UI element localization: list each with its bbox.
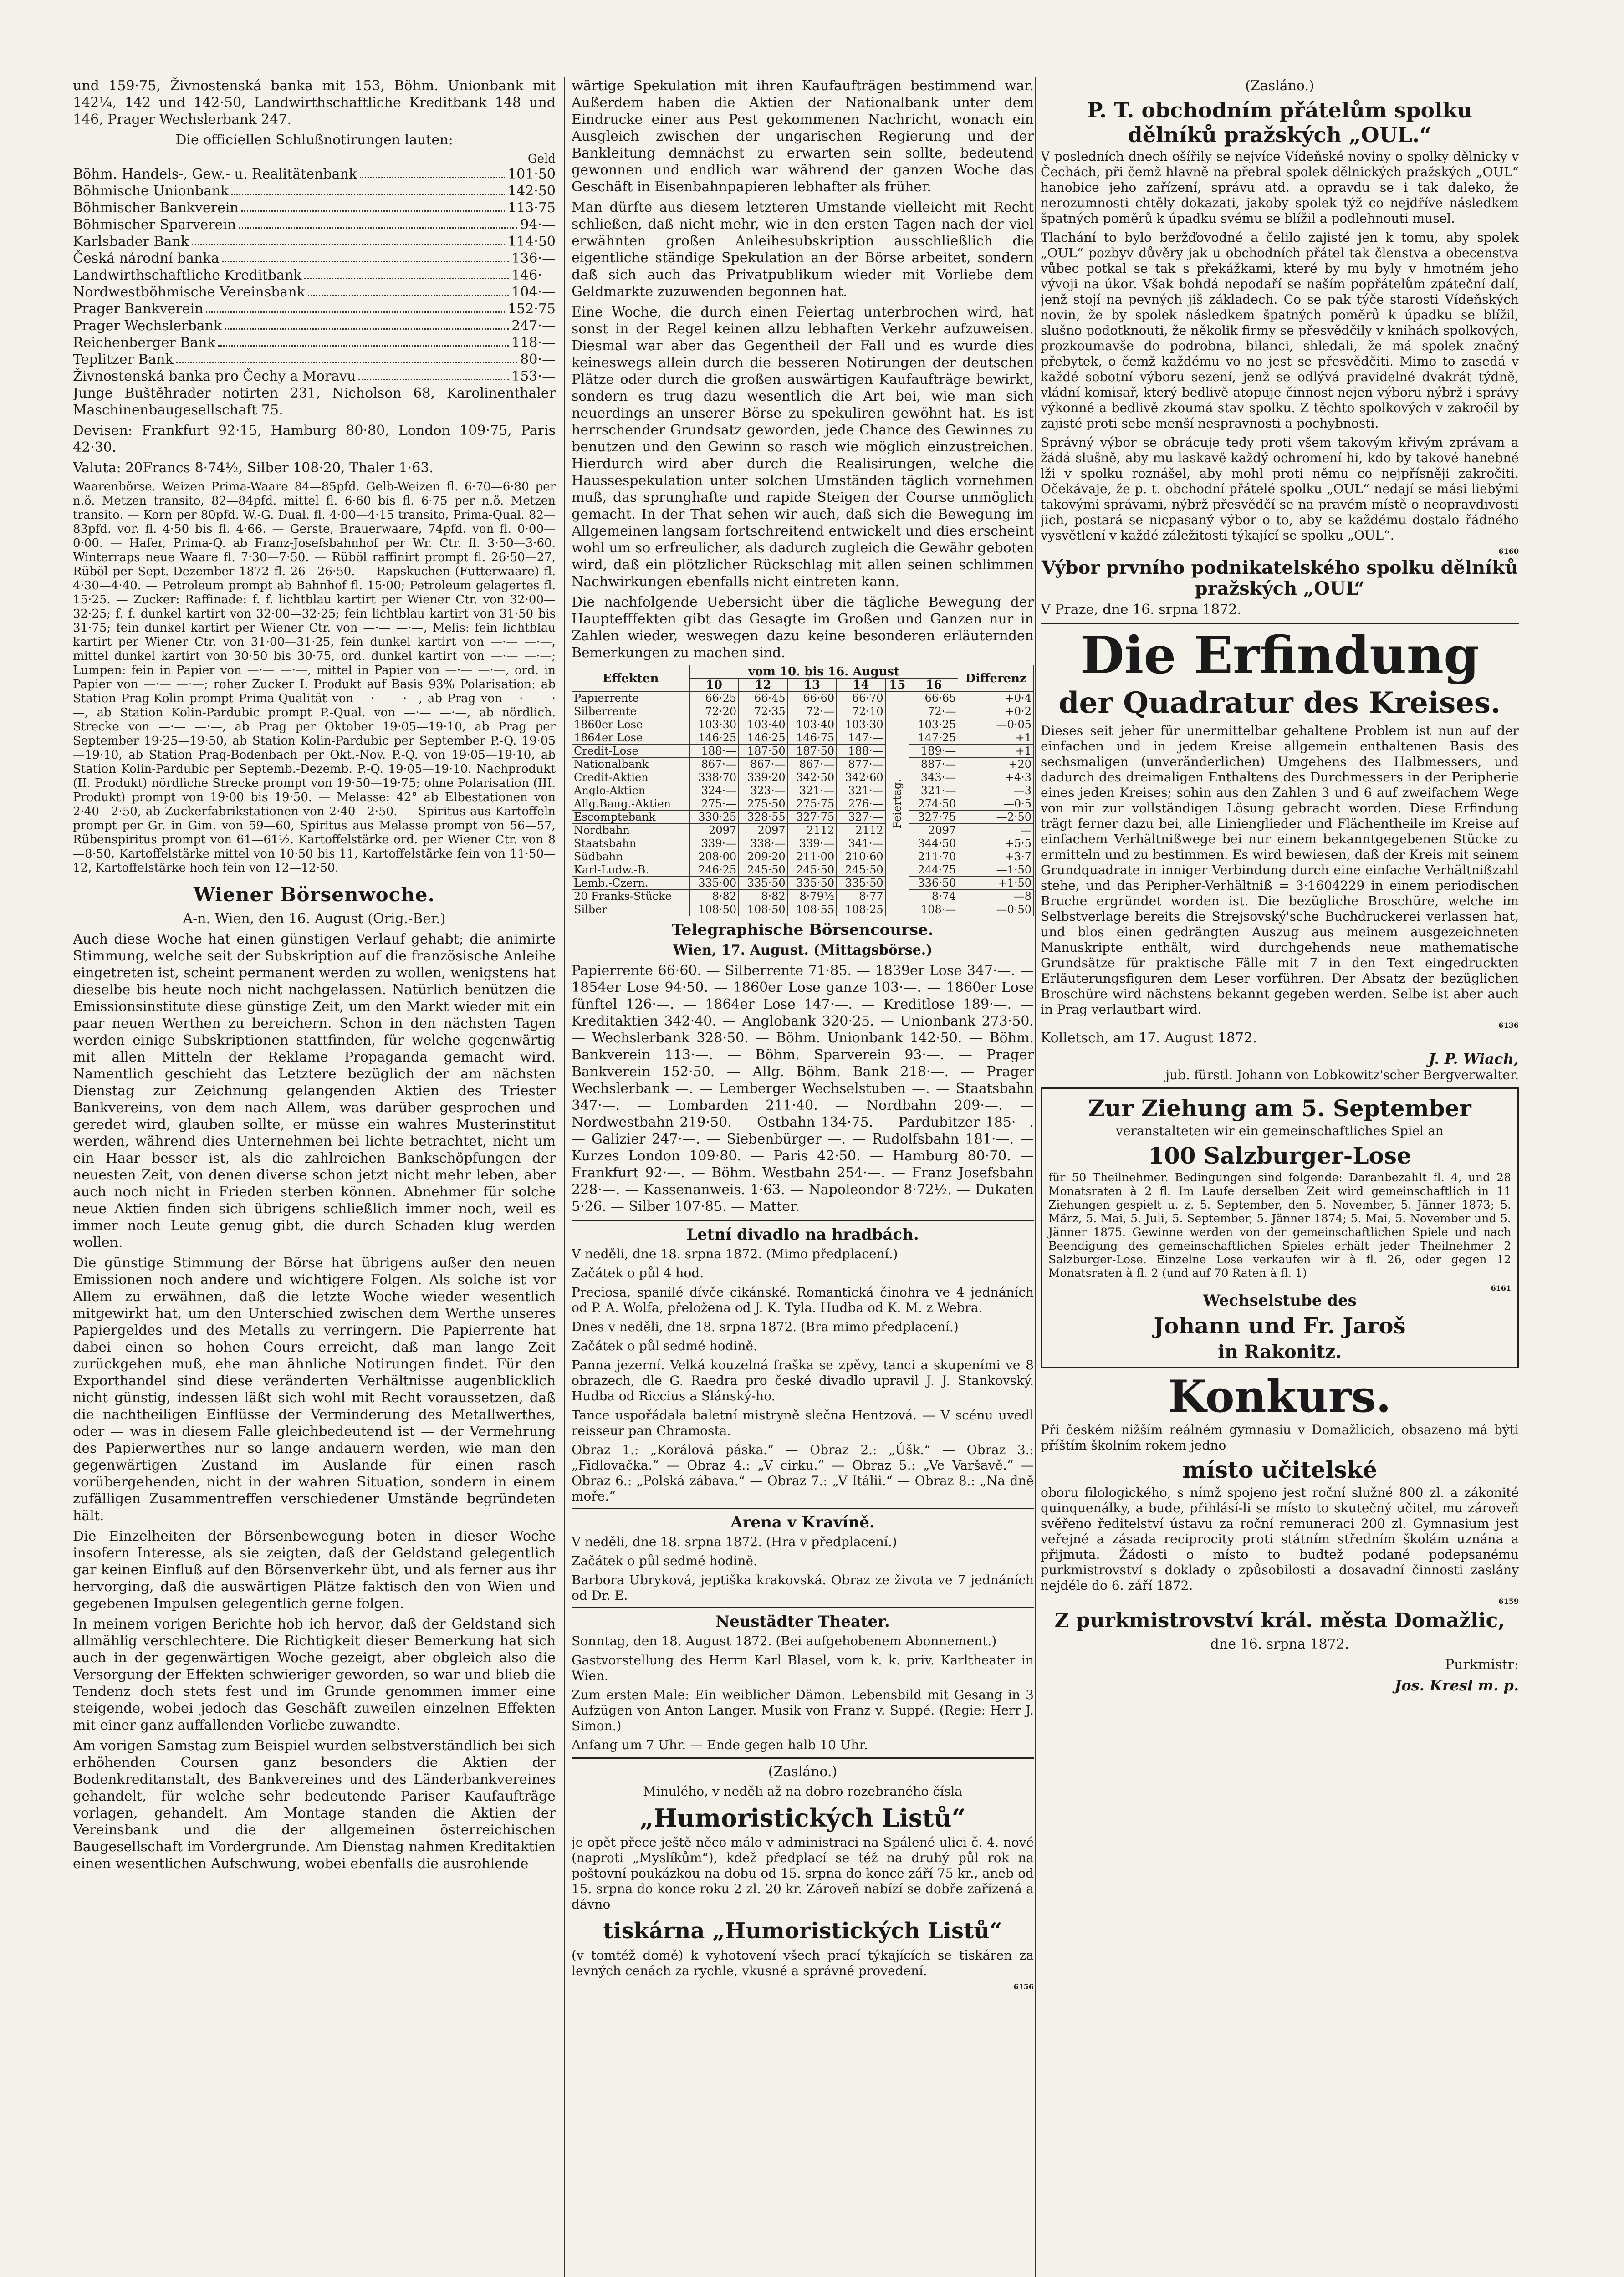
table-row [572, 692, 1034, 705]
table-cell: 66·60 [787, 692, 836, 705]
table-cell: 276·— [837, 797, 885, 811]
ziehung-subtitle: veranstalteten wir ein gemeinschaftliches Spiel an [1116, 1123, 1444, 1138]
diff-cell: +1 [958, 731, 1034, 745]
diff-cell: +0·4 [958, 692, 1034, 705]
official-quotes-heading: Die officiellen Schlußnotirungen lauten: [175, 132, 453, 148]
table-cell: 103·30 [689, 718, 738, 731]
table-day-header: 14 [837, 679, 885, 692]
table-row [572, 850, 1034, 863]
table-cell: 211·00 [787, 850, 836, 863]
quote-row [73, 233, 556, 250]
zaslano-label: (Zasláno.) [1245, 78, 1314, 94]
table-cell: 321·— [787, 784, 836, 797]
table-day-header: 15 [885, 679, 909, 692]
table-cell: 327·— [837, 811, 885, 824]
leader-dots [360, 166, 505, 178]
column-divider [1035, 77, 1036, 2277]
diff-cell: —2·50 [958, 811, 1034, 824]
rakonitz: in Rakonitz. [1217, 1341, 1342, 1363]
table-cell: 323·— [739, 784, 787, 797]
diff-cell: +4·3 [958, 771, 1034, 784]
quote-name: Böhmischer Bankverein [73, 200, 239, 216]
ziehung-ad [1041, 1087, 1519, 1368]
table-cell: 188·— [689, 745, 738, 758]
leader-dots [206, 301, 505, 313]
diff-cell: —0·5 [958, 797, 1034, 811]
column-divider [564, 77, 565, 2277]
quote-row [73, 284, 556, 301]
table-cell: 147·— [837, 731, 885, 745]
table-cell: 66·45 [739, 692, 787, 705]
security-name: Karl-Ludw.-B. [572, 863, 690, 877]
security-name: Credit-Lose [572, 745, 690, 758]
table-row [572, 877, 1034, 890]
table-cell: 66·70 [837, 692, 885, 705]
paragraph: wärtige Spekulation mit ihren Kaufaufträgen bestimmend war. Außerdem haben die Aktien der Nationalbank unter dem Eindrucke einer aus Pest gekommenen Nachricht, wonach ein Ausgleich zwischen der ungarischen Regierung und der Bankleitung demnächst zu erwarten sein sollte, bedeutend gewonnen und endlich war während der ganzen Woche das Geschäft in Eisenbahnpapieren lebhafter als früher. [572, 78, 1034, 195]
quote-row [73, 317, 556, 334]
table-cell: 103·30 [837, 718, 885, 731]
quote-value: 94·— [520, 217, 556, 233]
quote-name: Böhmischer Sparverein [73, 217, 236, 233]
quote-name: Karlsbader Bank [73, 234, 189, 250]
table-cell: 72·— [787, 705, 836, 718]
security-name: Staatsbahn [572, 837, 690, 850]
junge-note: Junge Buštěhrader notirten 231, Nicholson 68, Karolinenthaler Maschinenbaugesellschaft 75. [73, 385, 556, 418]
pt-body [1041, 149, 1519, 543]
quote-name: Reichenberger Bank [73, 335, 215, 351]
ziehung-body: für 50 Theilnehmer. Bedingungen sind folgende: Daranbezahlt fl. 4, und 28 Monatsraten à 2 fl. Im Laufe derselben Zeit wird gemeinschaftlich in 11 Ziehungen gespielt u. z. 5. September, den 5. November, 5. Jänner 1873; 5. März, 5. Mai, 5. Juli, 5. September, 5. Jänner 1874; 5. Mai, 5. November und 5. Jänner 1875. Gewinne werden von der gemeinschaftlichen Spiele und nach Beendigung des gemeinschaftlichen Spieles erhält jeder Theilnehmer 2 Salzburger-Lose. Einzelne Lose verkaufen wir à fl. 26, oder gegen 12 Monatsraten à fl. 2 (und auf 70 Raten à fl. 1) [1048, 1171, 1511, 1280]
quote-row [73, 267, 556, 284]
table-cell: 187·50 [787, 745, 836, 758]
security-name: Nordbahn [572, 824, 690, 837]
table-cell: 108·50 [739, 903, 787, 916]
table-cell: 342·50 [787, 771, 836, 784]
paragraph: V neděli, dne 18. srpna 1872. (Hra v předplacení.) [572, 1534, 897, 1549]
article-headline: Wiener Börsenwoche. [193, 883, 435, 906]
table-cell: 245·50 [787, 863, 836, 877]
paragraph: Gastvorstellung des Herrn Karl Blasel, vom k. k. priv. Karltheater in Wien. [572, 1653, 1034, 1683]
table-cell: 324·— [689, 784, 738, 797]
paragraph: Sonntag, den 18. August 1872. (Bei aufgehobenem Abonnement.) [572, 1634, 997, 1649]
diff-cell: +0·2 [958, 705, 1034, 718]
quote-row [73, 183, 556, 199]
quote-value: 114·50 [508, 234, 556, 250]
stock-movement-table [572, 665, 1034, 916]
table-cell: 867·— [689, 758, 738, 771]
ziehung-title: Zur Ziehung am 5. September [1088, 1095, 1471, 1122]
quote-row [73, 166, 556, 183]
theatre-2-body [572, 1534, 1034, 1603]
leader-dots [304, 267, 509, 279]
purk-date: dne 16. srpna 1872. [1210, 1636, 1349, 1652]
table-cell: 8·79½ [787, 890, 836, 903]
table-cell: 867·— [787, 758, 836, 771]
table-cell: 66·25 [689, 692, 738, 705]
table-row [572, 863, 1034, 877]
tiskarna-body: (v tomtéž domě) k vyhotovení všech prací týkajících se tiskáren za levných cenách za rychle, vkusné a správné provedení. [572, 1948, 1034, 1978]
security-name: Anglo-Aktien [572, 784, 690, 797]
zaslano-intro: Minulého, v neděli až na dobro rozebraného čísla [643, 1784, 962, 1799]
table-cell: 246·25 [689, 863, 738, 877]
table-header-effekten: Effekten [572, 665, 690, 692]
paragraph: Am vorigen Samstag zum Beispiel wurden selbstverständlich bei sich erhöhenden Coursen ganz besonders die Aktien der Bodenkreditanstalt, des Bankvereines und des Länderbankvereines gehandelt, für welche sehr bedeutende Pariser Kaufaufträge vorlagen, gehandelt. Am Montage standen die Aktien der Vereinsbank und die der allgemeinen österreichischen Baugesellschaft im Vordergrunde. Am Dienstag nahmen Kreditaktien einen wesentlichen Aufschwung, wobei ebenfalls die ausrohlende [73, 1738, 556, 1872]
table-row [572, 758, 1034, 771]
table-cell: 887·— [909, 758, 958, 771]
security-name: Silber [572, 903, 690, 916]
paragraph: Man dürfte aus diesem letzteren Umstande vielleicht mit Recht schließen, daß nicht mehr, wie in den ersten Tagen nach der viel erwähnten großen Anleihesubskription ausschließlich die eigentliche ständige Spekulation an der Börse arbeitet, sondern daß sich auch das Privatpublikum wieder mit Vorliebe dem Geldmarkte zuzuwenden begonnen hat. [572, 199, 1034, 300]
paragraph: Správný výbor se obrácuje tedy proti všem takovým křivým zprávam a žádá slušně, aby mu laskavě každý ochromení hi, kdo by takové hanebné lži v spolku roznášel, aby mohl proti němu co nejpřísněji zakročiti. Očekávaje, že p. t. obchodní přátelé spolku „OUL“ nedají se mási liebými takovými správami, nýbrž přesvědčí se na pravém místě o neopravdivosti jich, postará se nicpasaný výbor o to, aby se každému dostalo řádného vysvětlení v každé záležitosti týkající se spolku „OUL“. [1041, 435, 1519, 543]
quadratur-title: der Quadratur des Kreises. [1058, 686, 1501, 720]
pt-title: P. T. obchodním přátelům spolku dělníků pražských „OUL.“ [1087, 98, 1472, 147]
leader-dots [176, 351, 518, 363]
table-cell: 327·75 [787, 811, 836, 824]
table-cell: 275·50 [739, 797, 787, 811]
konkurs-body: oboru filologického, s nímž spojeno jest roční služné 800 zl. a zákonité quinquenálky, a bude, přihlásí-li se místo to skutečný učitel, mu zároveň svěřeno ředitelství ústavu za roční remuneraci 200 zl. Gymnasium jest veřejné a zásada reciprocity proti státním středním školám uznána a přijmuta. Žádosti o místo to budtež podané podepsanému purkmistrovství s doklady o způsobilosti a dosavadní činnosti zaslány nejdéle do 6. září 1872. [1041, 1485, 1519, 1593]
paragraph: Obraz 1.: „Korálová páska.“ — Obraz 2.: „Úšk.“ — Obraz 3.: „Fidlovačka.“ — Obraz 4.: „V cirku.“ — Obraz 5.: „Ve Varšavě.“ — Obraz 6.: „Polská zábava.“ — Obraz 7.: „V Itálii.“ — Obraz 8.: „Na dně moře.“ [572, 1442, 1034, 1504]
security-name: Lemb.-Czern. [572, 877, 690, 890]
vybor-signature: Výbor prvního podnikatelského spolku dělníků pražských „OUL“ [1041, 557, 1518, 599]
diff-cell: +5·5 [958, 837, 1034, 850]
humor-body: je opět přece ještě něco málo v administraci na Spálené ulici č. 4. nové (naproti „Myslíkům“), kdež předplací se též na druhý půl rok na poštovní poukázkou na dobu od 15. srpna do konce září 75 kr., aneb od 15. srpna do konce roku 2 zl. 20 kr. Zároveň nabízí se dobře zařízená a dávno [572, 1835, 1034, 1912]
table-cell: 339·— [787, 837, 836, 850]
table-cell: 341·— [837, 837, 885, 850]
table-cell: 8·82 [689, 890, 738, 903]
table-day-header: 12 [739, 679, 787, 692]
purk-signature: Jos. Kresl m. p. [1394, 1677, 1519, 1694]
column-1 [73, 77, 556, 2277]
table-row [572, 903, 1034, 916]
table-cell: 2112 [787, 824, 836, 837]
paragraph: Preciosa, spanilé dívče cikánské. Romantická činohra ve 4 jednáních od P. A. Wolfa, přeložena od J. K. Tyla. Hudba od K. M. z Webra. [572, 1285, 1034, 1315]
table-cell: 72·10 [837, 705, 885, 718]
erfindung-number: 6136 [1498, 1021, 1519, 1030]
konkurs-title: Konkurs. [1168, 1371, 1391, 1422]
leader-dots [192, 233, 505, 245]
paragraph: Začátek o půl sedmé hodině. [572, 1553, 757, 1568]
quote-name: Böhmische Unionbank [73, 183, 229, 199]
article-body-continued [572, 77, 1034, 661]
table-row [572, 745, 1034, 758]
diff-cell: —0·50 [958, 903, 1034, 916]
table-cell: 338·70 [689, 771, 738, 784]
table-cell: 211·70 [909, 850, 958, 863]
table-row [572, 824, 1034, 837]
zaslano-heading: (Zasláno.) [768, 1764, 838, 1780]
table-cell: 210·60 [837, 850, 885, 863]
konkurs-intro: Při českém nižším reálném gymnasiu v Domažlicích, obsazeno má býti příštím školním rokem jedno [1041, 1422, 1519, 1453]
quote-name: Prager Bankverein [73, 301, 204, 317]
quote-name: Nordwestböhmische Vereinsbank [73, 284, 305, 300]
tiskarna-title: tiskárna „Humoristických Listů“ [603, 1918, 1002, 1944]
holiday-label: Feiertag. [885, 692, 909, 916]
table-cell: 2097 [909, 824, 958, 837]
telegraph-heading: Telegraphische Börsencourse. [672, 921, 934, 939]
table-cell: 335·00 [689, 877, 738, 890]
quote-name: Landwirthschaftliche Kreditbank [73, 267, 302, 283]
leader-dots [222, 250, 509, 262]
purkmistrovstvi: Z purkmistrovství král. města Domažlic, [1054, 1609, 1505, 1632]
paragraph: Tlachání to bylo beržďovodné a čelilo zajisté jen k tomu, aby spolek „OUL“ pozbyv důvěry jak u obchodních přátel tak členstva a obecenstva vůbec potkal se tak s překážkami, které by mu byly v hmotném jeho vývoji na úkor. Však bohdá nepodaří se naším popřátelům zpáteční dalí, jenž stojí na pevných jiš základech. Co se pak týče starosti Vídeňských novin, že by spolek následkem špatných poměrů k úpadku se blížil, slušno podotknouti, že několik firmy se přesvědčily v knihách spolkových, prozkoumavše do podrobna, bilanci, shledali, že má spolek značný přebytek, o čemž každému vo no jest se přesvědčiti. Mimo to zasedá v každé sobotní výboru sezení, jenž se odlývá pravidelné dvakrát týdně, vládní komisař, který bedlivě atopuje činnost nejen výboru nýbrž i správy výkonné a bedlivě zkoumá stav spolku. Z těchto spolkových v zakročil by zajisté proti sebe menší nespravnosti a pochybnosti. [1041, 230, 1519, 431]
quote-row [73, 368, 556, 385]
quote-value: 118·— [511, 335, 556, 351]
erfindung-signature: J. P. Wiach, [1428, 1050, 1519, 1067]
paragraph: Dnes v neděli, dne 18. srpna 1872. (Bra mimo předplacení.) [572, 1319, 959, 1334]
table-cell: 336·50 [909, 877, 958, 890]
table-row [572, 771, 1034, 784]
paragraph: Panna jezerní. Velká kouzelná fraška se zpěvy, tanci a skupeními ve 8 obrazech, dle G. Raedra pro české divadlo upravil J. J. Stankovský. Hudba od Riccius a Slánský-ho. [572, 1358, 1034, 1404]
paragraph: Zum ersten Male: Ein weiblicher Dämon. Lebensbild mit Gesang in 3 Aufzügen von Anton Langer. Musik von Franz v. Suppé. (Regie: Herr J. Simon.) [572, 1687, 1034, 1733]
table-cell: 344·50 [909, 837, 958, 850]
valuta-line: Valuta: 20Francs 8·74½, Silber 108·20, Thaler 1·63. [73, 460, 434, 476]
table-cell: 244·75 [909, 863, 958, 877]
table-day-header: 10 [689, 679, 738, 692]
diff-cell: +3·7 [958, 850, 1034, 863]
diff-cell: —3 [958, 784, 1034, 797]
theatre-1-body [572, 1246, 1034, 1504]
table-cell: 339·20 [739, 771, 787, 784]
security-name: Papierrente [572, 692, 690, 705]
table-cell: 330·25 [689, 811, 738, 824]
leader-dots [358, 368, 509, 380]
table-header-range: vom 10. bis 16. August [689, 665, 958, 679]
quote-row [73, 216, 556, 233]
table-row [572, 811, 1034, 824]
paragraph: Die Einzelheiten der Börsenbewegung boten in dieser Woche insofern Interesse, als sie zeigten, daß der Geldstand gelegentlich gar keinen Einfluß auf den Börsenverkehr übt, und als ferner aus ihr hervorging, daß die auswärtigen Plätze faktisch den von Wien und gegebenen Impulsen gelegentlich gerne folgen. [73, 1528, 556, 1612]
table-header-diff: Differenz [958, 665, 1034, 692]
table-cell: 339·— [689, 837, 738, 850]
purk-label: Purkmistr: [1445, 1657, 1519, 1673]
theatre-3-heading: Neustädter Theater. [715, 1613, 890, 1631]
table-row [572, 731, 1034, 745]
table-cell: 321·— [909, 784, 958, 797]
telegraph-dateline: Wien, 17. August. (Mittagsbörse.) [673, 942, 933, 958]
paragraph: Tance uspořádala baletní mistryně slečna Hentzová. — V scénu uvedl reisseur pan Chramosta. [572, 1408, 1034, 1438]
leader-dots [231, 183, 505, 195]
table-cell: 108·50 [689, 903, 738, 916]
table-cell: 275·75 [787, 797, 836, 811]
quote-value: 146·— [511, 267, 556, 283]
paragraph: Eine Woche, die durch einen Feiertag unterbrochen wird, hat sonst in der Regel keinen allzu lebhaften Verkehr aufzuweisen. Diesmal war aber das Gegentheil der Fall und es wurde dies keineswegs allein durch die besseren Notirungen der deutschen Plätze oder durch die großen auswärtigen Kaufaufträge bewirkt, sondern es trug dazu wesentlich die Art bei, wie man sich neuerdings an unserer Börse zu spekuliren gewöhnt hat. Es ist herrschender Grundsatz geworden, jede Chance des Gewinnes zu benutzen und den Gewinn so rasch wie möglich einzustreichen. Hierdurch wird aber durch die Realisirungen, welche die Haussespekulation unter solchen Umständen täglich vornehmen muß, das sprunghafte und rapide Steigen der Course unmöglich gemacht. In der That sehen wir auch, daß sich die Bewegung im Allgemeinen langsam fortschreitend entwickelt und dies erscheint wohl um so erfreulicher, als dadurch zugleich die Gewähr geboten wird, daß ein plötzlicher Rückschlag mit allen seinen schlimmen Nachwirkungen ebenfalls nicht eintreten kann. [572, 304, 1034, 590]
table-cell: 187·50 [739, 745, 787, 758]
table-cell: 877·— [837, 758, 885, 771]
quote-name: Böhm. Handels-, Gew.- u. Realitätenbank [73, 166, 357, 182]
table-cell: 8·74 [909, 890, 958, 903]
table-cell: 2112 [837, 824, 885, 837]
paragraph: Die günstige Stimmung der Börse hat übrigens außer den neuen Emissionen noch andere und wichtigere Folgen. Als solche ist vor Allem zu erwähnen, daß die letzte Woche wieder wesentlich mitgewirkt hat, um den Unterschied zwischen dem Werthe unseres Papiergeldes und des Metalls zu verringern. Die Papierrente hat dabei einen so hohen Cours erreicht, daß man lange Zeit zurückgehen muß, ehe man ähnliche Notirungen findet. Für den Exporthandel sind diese veränderten Verhältnisse augenblicklich nicht günstig, indessen läßt sich wohl mit Recht voraussetzen, daß die nachtheiligen Einflüsse der Verminderung des Metallwerthes, oder — was in diesem Falle gleichbedeutend ist — der Vermehrung des Papierwerthes nur so lange andauern werden, wie man den gegenwärtigen Zustand im Auslande für einen rasch vorübergehenden, nicht in der wahren Situation, sondern in einem zufälligen Zusammentreffen verschiedener Umstände begründeten hält. [73, 1255, 556, 1524]
table-cell: 103·25 [909, 718, 958, 731]
table-cell: 108·— [909, 903, 958, 916]
diff-cell: —0·05 [958, 718, 1034, 731]
table-cell: 108·55 [787, 903, 836, 916]
paragraph: Barbora Ubryková, jeptiška krakovská. Obraz ze života ve 7 jednáních od Dr. E. [572, 1572, 1034, 1603]
quote-value: 153·— [511, 368, 556, 384]
table-cell: 328·55 [739, 811, 787, 824]
table-cell: 147·25 [909, 731, 958, 745]
quote-name: Prager Wechslerbank [73, 318, 222, 334]
telegraph-body: Papierrente 66·60. — Silberrente 71·85. — 1839er Lose 347·—. — 1854er Lose 94·50. — 1860er Lose ganze 103·—. — 1860er Lose fünftel 126·—. — 1864er Lose 147·—. — Kreditlose 189·—. — Kreditaktien 342·40. — Anglobank 320·25. — Unionbank 273·50. — Wechslerbank 328·50. — Böhm. Unionbank 142·50. — Böhm. Bankverein 113·—. — Böhm. Sparverein 93·—. — Prager Bankverein 152·50. — Allg. Böhm. Bank 218·—. — Prager Wechslerbank —. — Lemberger Wechselstuben —. — Staatsbahn 347·—. — Lombarden 211·40. — Nordbahn 209·—. — Nordwestbahn 219·50. — Ostbahn 134·75. — Pardubitzer 185·—. — Galizier 247·—. — Siebenbürger —. — Rudolfsbahn 181·—. — Kurzes London 109·80. — Paris 42·50. — Hamburg 80·70. — Frankfurt 92·—. — Böhm. Westbahn 254·—. — Franz Josefsbahn 228·—. — Kassenanweis. 1·63. — Napoleondor 8·72½. — Dukaten 5·26. — Silber 107·85. — Matter. [572, 963, 1034, 1215]
erfindung-place: Kolletsch, am 17. August 1872. [1041, 1030, 1257, 1046]
quote-value: 247·— [511, 318, 556, 334]
ziehung-number: 6161 [1491, 1284, 1511, 1292]
quote-value: 104·— [511, 284, 556, 300]
diff-cell: — [958, 824, 1034, 837]
tiskarna-number: 6156 [1013, 1982, 1034, 1991]
column-3 [1041, 77, 1519, 2277]
security-name: 1860er Lose [572, 718, 690, 731]
table-row [572, 797, 1034, 811]
table-day-header: 13 [787, 679, 836, 692]
leader-dots [308, 284, 509, 296]
quote-name: Česká národní banka [73, 250, 220, 266]
humor-title: „Humoristických Listů“ [639, 1803, 966, 1833]
pt-number: 6160 [1498, 547, 1519, 556]
market-intro: und 159·75, Živnostenská banka mit 153, Böhm. Unionbank mit 142¼, 142 und 142·50, Landwirthschaftliche Kreditbank 148 und 146, Prager Wechslerbank 247. [73, 78, 556, 128]
quote-row [73, 199, 556, 216]
table-cell: 146·25 [739, 731, 787, 745]
table-cell: 338·— [739, 837, 787, 850]
theatre-1-heading: Letní divadlo na hradbách. [686, 1225, 919, 1244]
table-cell: 245·50 [837, 863, 885, 877]
erfindung-body: Dieses seit jeher für unermittelbar gehaltene Problem ist nun auf der einfachen und in jedem Kreise allgemein enthaltenen Basis des sechsmaligen (unveränderlichen) Umgehens des Halbmessers, und dadurch des dreimaligen Enthaltens des Durchmessers in der Peripherie eines jeden Kreises; sohin aus den Zahlen 3 und 6 auf zweifachem Wege von mir zur vollständigen Lösung gebracht worden. Diese Erfindung trägt ferner dazu bei, alle Linienglieder und Flächentheile im Kreise auf einfachem Verhältnißwege bei nur einem bekanntgegebenen Stücke zu ermitteln und zu bestimmen. Es wird bewiesen, daß der Kreis mit seinem Grundquadrate in inniger Verbindung durch eine einfache Verhältnißzahl stehe, und das Peripher-Verhältniß = 3·1604229 in einem periodischen Bruche ergründet worden ist. Die bezügliche Broschüre, welche im Selbstverlage bereits die Strejsovský'sche Buchdruckerei verlassen hat, und blos einen gedrängten Auszug aus meinem ausgezeichneten Manuskripte enthält, wird durchgehends neue mathematische Grundsätze für praktische Fälle mit 7 in den Text eingedruckten Erläuterungsfiguren dem Leser vorführen. Der Absatz der bezüglichen Broschüre wird nächstens bekannt gegeben werden. Selbe ist aber auch in Prag verlautbart wird. [1041, 723, 1519, 1017]
security-name: Silberrente [572, 705, 690, 718]
quote-value: 152·75 [508, 301, 556, 317]
security-name: Credit-Aktien [572, 771, 690, 784]
diff-cell: —8 [958, 890, 1034, 903]
quote-name: Teplitzer Bank [73, 352, 174, 368]
table-day-header: 16 [909, 679, 958, 692]
konkurs-number: 6159 [1498, 1597, 1519, 1606]
geld-heading: Geld [527, 152, 556, 166]
paragraph: Auch diese Woche hat einen günstigen Verlauf gehabt; die animirte Stimmung, welche seit der Subskription auf die französische Anleihe eingetreten ist, scheint permanent werden zu wollen, wenigstens hat dieselbe bis heute noch nicht nachgelassen. Natürlich benützen die Emissionsinstitute diese günstige Zeit, um den Markt wieder mit ein paar neuen Werthen zu bereichern. Schon in den nächsten Tagen werden einige Subskriptionen stattfinden, für welche gegenwärtig mit allen Mitteln der Reklame Propaganda gemacht wird. Namentlich geschieht das Letztere bezüglich der am nächsten Dienstag zur Zeichnung gelangenden Aktien des Triester Bankvereins, von dem nach Allem, was darüber gesprochen und geredet wird, glauben sollte, er müsse ein wahres Musterinstitut werden, während dies Unternehmen bei lichte betrachtet, nicht um ein Haar besser ist, als die zahlreichen Bankschöpfungen der neuesten Zeit, von denen diverse schon jetzt nicht mehr leben, aber auch noch nicht in Frieden sterben können. Abnehmer für solche neue Aktien finden sich übrigens schließlich immer noch, weil es immer noch Leute genug gibt, die durch Schaden klug werden wollen. [73, 931, 556, 1251]
table-cell: 188·— [837, 745, 885, 758]
article-body [73, 931, 556, 1872]
quote-value: 142·50 [508, 183, 556, 199]
diff-cell: —1·50 [958, 863, 1034, 877]
waaren-report: Waarenbörse. Weizen Prima-Waare 84—85pfd. Gelb-Weizen fl. 6·70—6·80 per n.ö. Metzen transito, 82—84pfd. mittel fl. 6·60 bis fl. 6·75 per n.ö. Metzen transito. — Korn per 80pfd. W.-G. Dual. fl. 4·00—4·15 transito, Prima-Qual. 82—83pfd. vor. fl. 4·50 bis fl. 4·66. — Gerste, Brauerwaare, 74pfd. von fl. 0·00—0·00. — Hafer, Prima-Q. ab Franz-Josefsbahnhof per Wr. Ctr. fl. 3·50—3·60. Winterraps neue Waare fl. 7·30—7·50. — Rüböl raffinirt prompt fl. 26·50—27, Rüböl per Sept.-Dezember 1872 fl. 26—26·50. — Rapskuchen (Futterwaare) fl. 4·30—4·40. — Petroleum prompt ab Bahnhof fl. 15·00; Petroleum gelagertes fl. 15·25. — Zucker: Raffinade: f. f. lichtblau kartirt per Wiener Ctr. von 32·00—32·25; f. f. dunkel kartirt von 32·00—32·25; fein lichtblau kartirt von 31·50 bis 31·75; fein dunkel kartirt per Wiener Ctr. von —·— —·—, Melis: fein lichtblau kartirt per Wiener Ctr. von 31·00—31·25, fein dunkel kartirt von —·— —·—, mittel dunkel kartirt von 30·50 bis 30·75, ord. dunkel kartirt von —·— —·—; Lumpen: fein in Papier von —·— —·—, mittel in Papier von —·— —·—, ord. in Papier von —·— —·—; roher Zucker I. Produkt auf Basis 93% Polarisation: ab Station Prag-Kolin prompt Prima-Qualität von —·— —·—, ab Prag von —·— —·—, ab Station Kolin-Pardubic prompt P.-Qual. von —·— —·—, ab nördlich. Strecke von —·— —·—, ab Prag per Oktober 19·05—19·10, ab Prag per September 19·25—19·50, ab Station Kolin-Pardubic per September P.-Q. 19·05—19·10, ab Station Prag-Bodenbach per Okt.-Nov. P.-Q. von 19·05—19·10, ab Station Kolin-Pardubic per Septemb.-Dezemb. P.-Q. 19·05—19·10. Nachprodukt (II. Produkt) nördliche Strecke prompt von 19·50—19·75; ohne Polarisation (III. Produkt) prompt von 19·00 bis 19·50. — Melasse: 42° ab Elbestationen von 2·40—2·50, ab Zuckerfabrikstationen von 2·40—2·50. — Spiritus aus Kartoffeln prompt per Gr. in Gim. von 59—60, Spiritus aus Melasse prompt von 56—57, Rübenspiritus prompt von 61—61½. Kartoffelstärke ord. per Wiener Ctr. von 8—8·50, Kartoffelstärke mittel von 10·50 bis 11, Kartoffelstärke fein von 11·50—12, Kartoffelstärke hoch fein von 12—12·50. [73, 480, 556, 875]
security-name: 20 Franks-Stücke [572, 890, 690, 903]
table-cell: 335·50 [787, 877, 836, 890]
table-row [572, 705, 1034, 718]
quote-value: 136·— [511, 250, 556, 266]
misto-title: místo učitelské [1182, 1456, 1378, 1483]
table-row [572, 718, 1034, 731]
theatre-2-heading: Arena v Kravíně. [730, 1513, 875, 1532]
paragraph: Anfang um 7 Uhr. — Ende gegen halb 10 Uhr. [572, 1737, 868, 1752]
table-row [572, 837, 1034, 850]
table-cell: 8·77 [837, 890, 885, 903]
table-cell: 343·— [909, 771, 958, 784]
diff-cell: +20 [958, 758, 1034, 771]
security-name: 1864er Lose [572, 731, 690, 745]
table-cell: 245·50 [739, 863, 787, 877]
table-cell: 335·50 [837, 877, 885, 890]
security-name: Nationalbank [572, 758, 690, 771]
table-cell: 209·20 [739, 850, 787, 863]
table-cell: 66·65 [909, 692, 958, 705]
table-row [572, 890, 1034, 903]
leader-dots [241, 199, 505, 212]
table-cell: 2097 [739, 824, 787, 837]
diff-cell: +1 [958, 745, 1034, 758]
wechselstube: Wechselstube des [1203, 1292, 1357, 1310]
salzburger-lose: 100 Salzburger-Lose [1148, 1142, 1411, 1169]
jaros-name: Johann und Fr. Jaroš [1154, 1313, 1406, 1339]
quotes-list [73, 166, 556, 385]
table-row [572, 784, 1034, 797]
table-cell: 335·50 [739, 877, 787, 890]
table-cell: 189·— [909, 745, 958, 758]
table-cell: 72·35 [739, 705, 787, 718]
leader-dots [239, 216, 517, 229]
security-name: Allg.Baug.-Aktien [572, 797, 690, 811]
security-name: Südbahn [572, 850, 690, 863]
table-cell: 146·25 [689, 731, 738, 745]
paragraph: Začátek o půl sedmé hodině. [572, 1338, 757, 1353]
table-cell: 8·82 [739, 890, 787, 903]
paragraph: Die nachfolgende Uebersicht über die tägliche Bewegung der Hauptefffekten gibt das Gesagte im Großen und Ganzen nur in Zahlen wieder, weswegen dazu keine besonderen erläuternden Bemerkungen zu machen sind. [572, 594, 1034, 661]
table-cell: 146·75 [787, 731, 836, 745]
table-cell: 103·40 [787, 718, 836, 731]
table-cell: 342·60 [837, 771, 885, 784]
table-cell: 103·40 [739, 718, 787, 731]
table-cell: 2097 [689, 824, 738, 837]
article-dateline: A-n. Wien, den 16. August (Orig.-Ber.) [183, 911, 446, 927]
paragraph: V neděli, dne 18. srpna 1872. (Mimo předplacení.) [572, 1246, 898, 1261]
table-cell: 867·— [739, 758, 787, 771]
table-cell: 72·— [909, 705, 958, 718]
table-cell: 327·75 [909, 811, 958, 824]
table-cell: 72·20 [689, 705, 738, 718]
vybor-date: V Praze, dne 16. srpna 1872. [1041, 602, 1241, 618]
devisen-line: Devisen: Frankfurt 92·15, Hamburg 80·80, London 109·75, Paris 42·30. [73, 423, 556, 455]
table-cell: 274·50 [909, 797, 958, 811]
paragraph: V posledních dnech ošířily se nejvíce Vídeňské noviny o spolky dělnicky v Čechách, při čemž hlavně na přebral spolek dělnických pražských „OUL“ hanobice jeho zařízení, správu atd. a opravdu se i tak daleko, že nerozumnosti chtěly dokazati, jakoby spolek týž co nejdříve následkem špatných poměrů k úpadku svému se blížil a podlehnouti musel. [1041, 149, 1519, 226]
quote-value: 101·50 [508, 166, 556, 182]
paragraph: In meinem vorigen Berichte hob ich hervor, daß der Geldstand sich allmählig verschlechtere. Die Richtigkeit dieser Bemerkung hat sich auch in der gegenwärtigen Woche gezeigt, aber obgleich also die Versorgung der Effekten schwieriger geworden, so war und blieb die Tendenz doch stets fest und im Grunde genommen immer eine steigende, wobei jedoch das Geschäft zuweilen einzelnen Effekten mit einer ganz auffallenden Vorliebe zuwandte. [73, 1616, 556, 1733]
diff-cell: +1·50 [958, 877, 1034, 890]
theatre-3-body [572, 1634, 1034, 1753]
table-cell: 108·25 [837, 903, 885, 916]
erfindung-title: Die Erfindung [1080, 626, 1480, 685]
quote-row [73, 301, 556, 317]
quote-name: Živnostenská banka pro Čechy a Moravu [73, 368, 356, 384]
quote-row [73, 250, 556, 267]
quote-row [73, 334, 556, 351]
table-cell: 208·00 [689, 850, 738, 863]
leader-dots [225, 317, 509, 330]
erfindung-signature-title: jub. fürstl. Johann von Lobkowitz'scher Bergverwalter. [1165, 1067, 1519, 1082]
security-name: Escomptebank [572, 811, 690, 824]
quote-value: 80·— [520, 352, 556, 368]
column-2 [572, 77, 1034, 2277]
table-cell: 321·— [837, 784, 885, 797]
paragraph: Začátek o půl 4 hod. [572, 1266, 704, 1281]
leader-dots [218, 334, 509, 347]
quote-row [73, 351, 556, 368]
table-cell: 275·— [689, 797, 738, 811]
quote-value: 113·75 [508, 200, 556, 216]
